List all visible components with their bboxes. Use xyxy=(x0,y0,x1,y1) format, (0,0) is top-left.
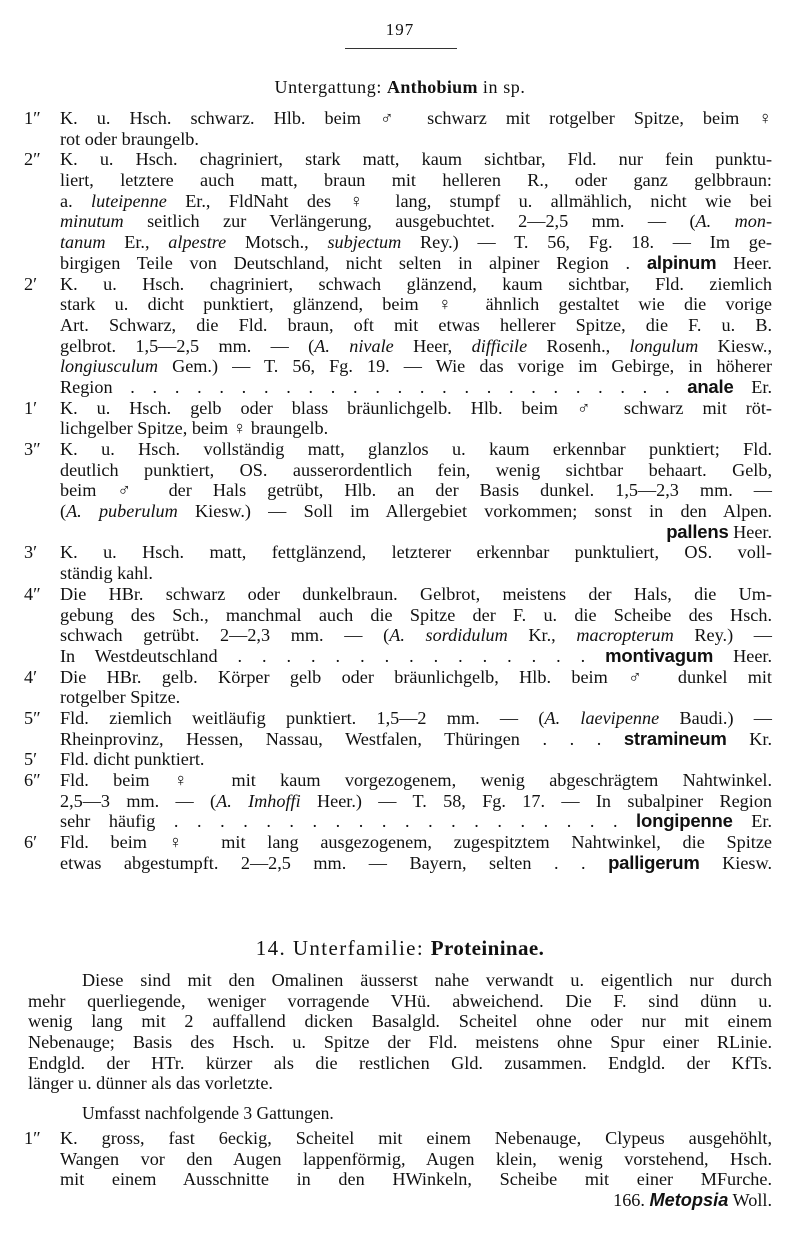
text-line: Rheinprovinz, Hessen, Nassau, Westfalen, Thüringen . . . stramineum Kr. xyxy=(60,727,772,749)
couplet-number: 2′ xyxy=(24,273,38,294)
text-line: birgigen Teile von Deutschland, nicht selten in alpiner Region . alpinum Heer. xyxy=(60,251,772,273)
text-line: Wangen vor den Augen lappenförmig, Augen klein, wenig vorstehend, Hsch. xyxy=(60,1148,772,1169)
intro-line: Endgld. der HTr. kürzer als die restlichen Gld. zusammen. Endgld. der KfTs. xyxy=(28,1052,772,1073)
couplet-number: 3′ xyxy=(24,542,38,563)
text-line: lichgelber Spitze, beim ♀ braungelb. xyxy=(60,418,329,439)
key-couplet xyxy=(0,149,800,273)
text-line: K. gross, fast 6eckig, Scheitel mit einem Nebenauge, Clypeus ausgehöhlt, xyxy=(60,1128,772,1148)
couplet-number: 1″ xyxy=(24,108,41,128)
subgenus-name: Anthobium xyxy=(387,77,478,97)
text-line: gebung des Sch., manchmal auch die Spitze der F. u. die Scheibe des Hsch. xyxy=(60,604,772,625)
text-line: sehr häufig . . . . . . . . . . . . . . . . . . . . longipenne Er. xyxy=(60,810,772,832)
text-line: In Westdeutschland . . . . . . . . . . . . . . . montivagum Heer. xyxy=(60,644,772,666)
text-line: Die HBr. schwarz oder dunkelbraun. Gelbrot, meistens der Hals, die Um- xyxy=(60,583,772,604)
text-line: longiusculum Gem.) — T. 56, Fg. 19. — Wie das vorige im Gebirge, in höherer xyxy=(60,356,772,377)
key-couplet xyxy=(0,542,800,583)
text-line: Die HBr. gelb. Körper gelb oder bräunlichgelb, Hlb. beim ♂ dunkel mit xyxy=(60,666,772,687)
text-line: Fld. dicht punktiert. xyxy=(60,749,205,770)
couplet-number: 4′ xyxy=(24,666,38,687)
text-line: stark u. dicht punktiert, glänzend, beim ♀ ähnlich gestaltet wie die vorige xyxy=(60,294,772,315)
text-line: K. u. Hsch. matt, fettglänzend, letzterer erkennbar punktuliert, OS. voll- xyxy=(60,542,772,563)
subgenus-suffix: in sp. xyxy=(482,77,526,97)
key-couplet xyxy=(0,274,800,398)
key-couplet xyxy=(0,439,800,542)
text-line: deutlich punktiert, OS. ausserordentlich fein, wenig sichtbar behaart. Gelb, xyxy=(60,459,772,480)
text-line: minutum seitlich zur Verlängerung, ausgebuchtet. 2—2,5 mm. — (A. mon- xyxy=(60,211,773,232)
couplet-number: 1″ xyxy=(24,1128,41,1148)
genus-key-entries xyxy=(0,1128,800,1211)
text-line: 2,5—3 mm. — (A. Imhoffi Heer.) — T. 58, Fg. 17. — In subalpiner Region xyxy=(60,790,773,811)
key-entries xyxy=(0,108,800,873)
subfamily-heading xyxy=(0,936,800,961)
key-couplet xyxy=(0,832,800,873)
text-line: K. u. Hsch. vollständig matt, glanzlos u. kaum erkennbar punktiert; Fld. xyxy=(60,439,772,459)
text-line: 166. Metopsia Woll. xyxy=(613,1190,772,1211)
key-couplet xyxy=(0,749,800,770)
text-line: Art. Schwarz, die Fld. braun, oft mit etwas hellerer Spitze, die F. u. B. xyxy=(60,314,772,335)
key-couplet xyxy=(0,1128,800,1211)
text-line: ständig kahl. xyxy=(60,563,153,584)
couplet-number: 3″ xyxy=(24,439,41,459)
couplet-number: 6″ xyxy=(24,770,41,790)
text-line: gelbrot. 1,5—2,5 mm. — (A. nivale Heer, difficile Rosenh., longulum Kiesw., xyxy=(60,335,772,356)
text-line: liert, letztere auch matt, braun mit helleren R., oder ganz gelbbraun: xyxy=(60,170,772,191)
key-couplet xyxy=(0,398,800,439)
text-line: mit einem Ausschnitte in den HWinkeln, Scheibe mit einer MFurche. xyxy=(60,1169,772,1190)
intro-line: wenig lang mit 2 auffallend dicken Basalgld. Scheitel ohne oder nur mit einem xyxy=(28,1011,772,1032)
couplet-number: 4″ xyxy=(24,583,41,604)
genera-count-note: Umfasst nachfolgende 3 Gattungen. xyxy=(82,1103,334,1123)
key-couplet xyxy=(0,708,800,749)
intro-line: länger u. dünner als das vorletzte. xyxy=(28,1073,273,1094)
text-line: K. u. Hsch. schwarz. Hlb. beim ♂ schwarz mit rotgelber Spitze, beim ♀ xyxy=(60,108,772,128)
text-line: a. luteipenne Er., FldNaht des ♀ lang, stumpf u. allmählich, nicht wie bei xyxy=(60,190,773,211)
key-couplet xyxy=(0,770,800,832)
text-line: schwach getrübt. 2—2,3 mm. — (A. sordidulum Kr., macropterum Rey.) — xyxy=(60,625,772,646)
text-line: Region . . . . . . . . . . . . . . . . . . . . . . . . . anale Er. xyxy=(60,375,772,397)
key-couplet xyxy=(0,108,800,149)
intro-line: Nebenauge; Basis des Hsch. u. Spitze der Fld. meistens ohne Spur einer RLinie. xyxy=(28,1032,772,1053)
couplet-number: 5″ xyxy=(24,707,41,728)
text-line: tanum Er., alpestre Motsch., subjectum Rey.) — T. 56, Fg. 18. — Im ge- xyxy=(60,232,772,253)
key-couplet xyxy=(0,667,800,708)
text-line: etwas abgestumpft. 2—2,5 mm. — Bayern, selten . . palligerum Kiesw. xyxy=(60,851,772,873)
text-line: rotgelber Spitze. xyxy=(60,687,181,708)
text-line: K. u. Hsch. gelb oder blass bräunlichgelb. Hlb. beim ♂ schwarz mit röt- xyxy=(60,397,772,418)
subfamily-prefix: 14. Unterfamilie: xyxy=(255,936,425,960)
text-line: (A. puberulum Kiesw.) — Soll im Allergebiet vorkommen; sonst in den Alpen. xyxy=(60,501,773,522)
couplet-number: 2″ xyxy=(24,149,41,170)
couplet-number: 1′ xyxy=(24,397,38,418)
text-line: rot oder braungelb. xyxy=(60,128,199,149)
page-number: 197 xyxy=(385,20,415,39)
text-line: K. u. Hsch. chagriniert, stark matt, kaum sichtbar, Fld. nur fein punktu- xyxy=(60,149,772,170)
text-line: K. u. Hsch. chagriniert, schwach glänzend, kaum sichtbar, Fld. ziemlich xyxy=(60,273,772,294)
text-line: Fld. beim ♀ mit lang ausgezogenem, zugespitztem Nahtwinkel, die Spitze xyxy=(60,832,772,853)
subgenus-prefix: Untergattung: xyxy=(274,77,382,97)
subgenus-heading xyxy=(0,77,800,98)
key-couplet xyxy=(0,584,800,667)
couplet-number: 5′ xyxy=(24,749,38,770)
text-line: beim ♂ der Hals getrübt, Hlb. an der Basis dunkel. 1,5—2,3 mm. — xyxy=(60,480,772,501)
text-line: Fld. ziemlich weitläufig punktiert. 1,5—2 mm. — (A. laevipenne Baudi.) — xyxy=(60,707,772,728)
header-rule xyxy=(345,48,457,49)
intro-line: mehr querliegende, weniger vorragende VHü. abweichend. Die F. sind dünn u. xyxy=(28,990,772,1011)
text-line: pallens Heer. xyxy=(666,520,772,542)
subfamily-name: Proteininae. xyxy=(430,936,545,960)
subfamily-intro xyxy=(28,970,772,1094)
intro-line: Diese sind mit den Omalinen äusserst nahe verwandt u. eigentlich nur durch xyxy=(82,970,772,990)
text-line: Fld. beim ♀ mit kaum vorgezogenem, wenig abgeschrägtem Nahtwinkel. xyxy=(60,770,772,790)
couplet-number: 6′ xyxy=(24,832,38,853)
